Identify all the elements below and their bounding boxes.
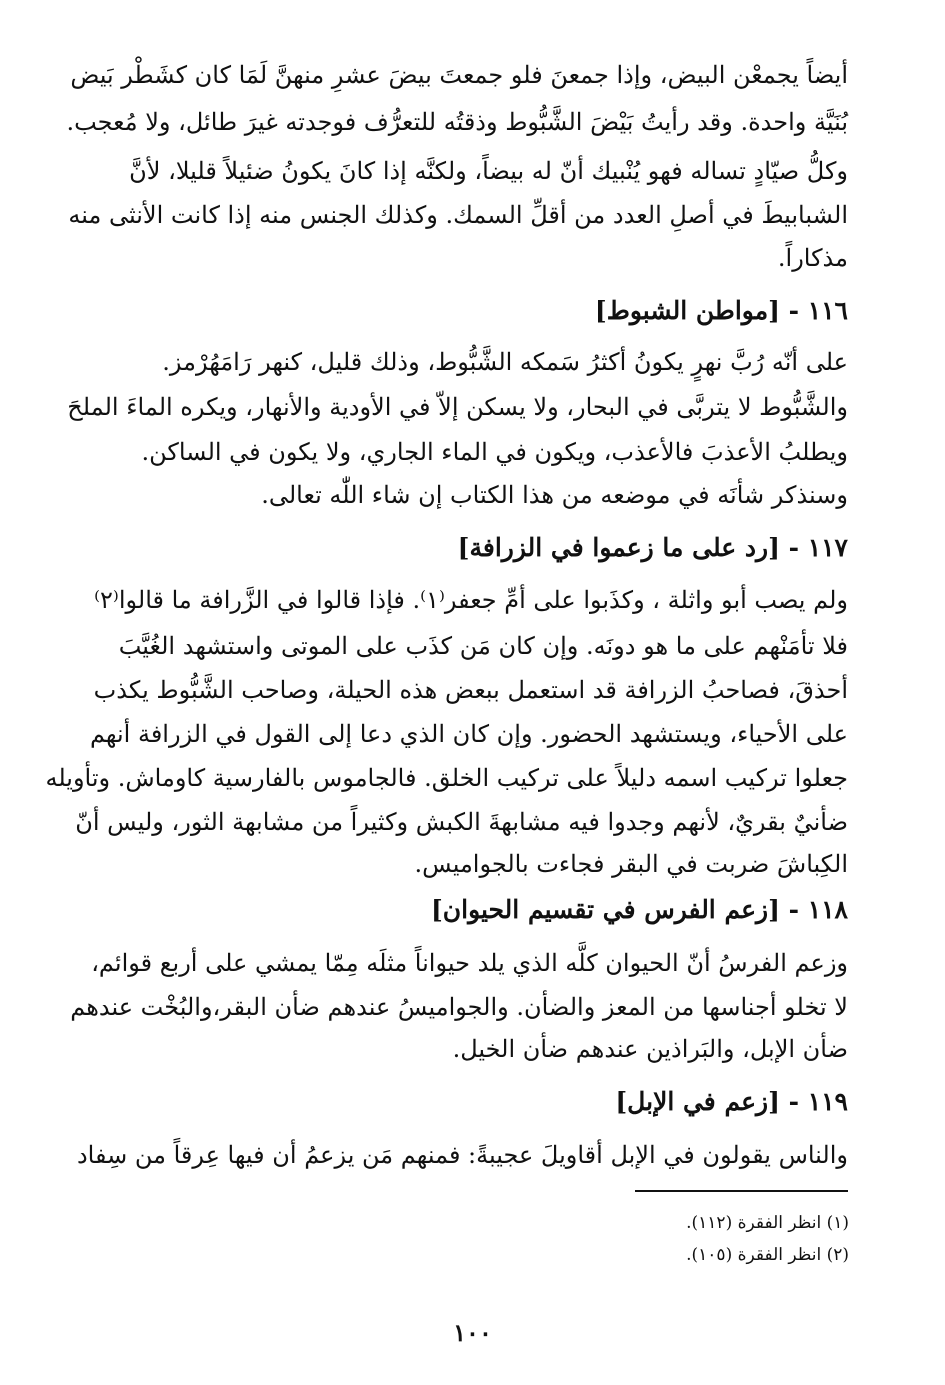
text-line: لا تخلو أجناسها من المعز والضأن. والجواميسُ عندهم ضأن البقر،والبُخْت عندهم (70, 993, 848, 1021)
paragraph-intro (66, 60, 848, 275)
footnote-divider (635, 1190, 848, 1192)
text-line: وكلُّ صيّادٍ تساله فهو يُنْبيك أنّ له بيضاً، ولكنَّه إذا كانَ يكونُ ضئيلاً قليلا، لأنَّ (129, 157, 848, 185)
page-number: ١٠٠ (453, 1318, 492, 1347)
section-heading: ١١٦ - [مواطن الشبوط] (594, 296, 848, 325)
text-line: الكِباشَ ضربت في البقر فجاءت بالجواميس. (414, 850, 848, 878)
footnote: (٢) انظر الفقرة (١٠٥). (686, 1245, 849, 1265)
section-119 (78, 1087, 848, 1177)
text-line: على الأحياء، ويستشهد الحضور. وإن كان الذي دعا إلى القول في الزرافة أنهم (89, 720, 848, 748)
text-line: ويطلبُ الأعذبَ فالأعذب، ويكون في الماء الجاري، ولا يكون في الساكن. (141, 438, 848, 466)
text-line: والشَّبُّوط لا يتربَّى في البحار، ولا يسكن إلاّ في الأودية والأنهار، ويكره الماءَ الملحَ (67, 393, 848, 421)
text-line: الشبابيطَ في أصلِ العدد من أقلِّ السمك. وكذلك الجنس منه إذا كانت الأنثى منه (68, 201, 848, 229)
text-line: جعلوا تركيب اسمه دليلاً على تركيب الخلق. فالجاموس بالفارسية كاوماش. وتأويله (45, 764, 848, 792)
section-117 (45, 533, 848, 878)
section-heading: ١١٩ - [زعم في الإبل] (615, 1087, 848, 1116)
footnote: (١) انظر الفقرة (١١٢). (686, 1213, 849, 1233)
section-heading: ١١٧ - [رد على ما زعموا في الزرافة] (457, 533, 848, 562)
text-line: على أنّه رُبَّ نهرٍ يكونُ أكثرُ سَمكه الشَّبُّوط، وذلك قليل، كنهر رَامَهُرْمز. (162, 348, 848, 376)
text-line: ضأنيٌ بقريٌ، لأنهم وجدوا فيه مشابهةَ الكبش وكثيراً من مشابهة الثور، وليس أنّ (75, 808, 848, 836)
section-116 (67, 296, 848, 516)
section-118 (70, 895, 848, 1075)
section-heading: ١١٨ - [زعم الفرس في تقسيم الحيوان] (430, 895, 848, 924)
text-line: وزعم الفرسُ أنّ الحيوان كلَّه الذي يلد حيواناً مثلَه مِمّا يمشي على أربع قوائم، (91, 949, 848, 977)
text-line: والناس يقولون في الإبل أقاويلَ عجيبةً: فمنهم مَن يزعمُ أن فيها عِرقاً من سِفاد (76, 1141, 848, 1169)
text-line: مذكاراً. (777, 244, 848, 272)
text-line: أحذقَ، فصاحبُ الزرافة قد استعمل ببعض هذه الحيلة، وصاحب الشَّبُّوط يكذب (93, 676, 848, 704)
text-line: أيضاً يجمعْن البيض، وإذا جمعنَ فلو جمعتَ بيضَ عشرِ منهنَّ لَمَا كان كشَطْر بَيض (70, 61, 848, 89)
text-line: ولم يصب أبو واثلة ، وكذَبوا على أمِّ جعفر⁽١⁾. فإذا قالوا في الزَّرافة ما قالوا⁽٢⁾ (94, 586, 848, 614)
text-line: فلا تأمَنْهم على ما هو دونَه. وإن كان مَن كذَب على الموتى واستشهد الغُيَّبَ (118, 632, 848, 660)
text-line: ضأن الإبل، والبَراذين عندهم ضأن الخيل. (452, 1035, 848, 1063)
text-line: بُنَيَّة واحدة. وقد رأيتُ بَيْضَ الشَّبُّوط وذقتُه للتعرُّف فوجدته غيرَ طائل، ولا مُعجب. (66, 108, 848, 136)
text-line: وسنذكر شأنَه في موضعه من هذا الكتاب إن شاء اللّٰه تعالى. (261, 481, 848, 509)
